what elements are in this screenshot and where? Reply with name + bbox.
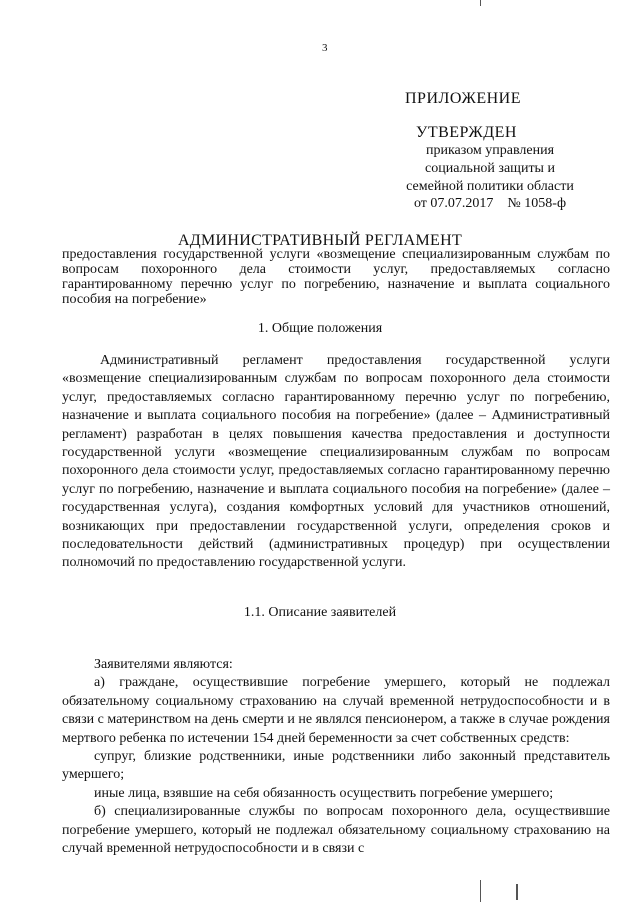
order-line-2: социальной защиты и	[425, 161, 555, 176]
document-title: АДМИНИСТРАТИВНЫЙ РЕГЛАМЕНТ	[177, 232, 463, 249]
scan-mark	[480, 880, 481, 902]
applicants-item-b: б) специализированные службы по вопросам похоронного дела, осуществившие погребение умершего, который не подлежал обязательному социальному страхованию на случай временной нетрудоспособности и в связи с	[62, 804, 610, 857]
applicants-intro: Заявителями являются:	[94, 657, 233, 672]
approved-heading: УТВЕРЖДЕН	[416, 124, 517, 141]
section-1-1-body	[62, 656, 610, 858]
order-line-4: от 07.07.2017 № 1058-ф	[413, 196, 567, 211]
applicants-item-a: а) граждане, осуществившие погребение умершего, который не подлежал обязательному социальному страхованию на случай временной нетрудоспособности и в связи с материнством на день смерти и не являлся пенсионером, а также в случае рождения мертвого ребенка по истечении 154 дней беременности за счет собственных средств:	[62, 675, 610, 746]
applicants-other-persons: иные лица, взявшие на себя обязанность осуществить погребение умершего;	[94, 785, 554, 801]
section-1-heading: 1. Общие положения	[257, 321, 383, 336]
section-1-text: Административный регламент предоставления государственной услуги «возмещение специализированным службам по вопросам похоронного дела стоимости услуг, предоставляемых согласно гарантированному перечню услуг по погребению, назначение и выплата социального пособия на погребение» (далее – Административный регламент) разработан в целях повышения качества предоставления и доступности государственной услуги «возмещение специализированным службам по вопросам похоронного дела стоимости услуг, предоставляемых согласно гарантированному перечню услуг по погребению, назначение и выплата социального пособия на погребение» (далее – государственная услуга), создания комфортных условий для участников отношений, возникающих при предоставлении государственной услуги, определения сроков и последовательности действий (административных процедур) при осуществлении полномочий по предоставлению государственной услуги.	[62, 353, 610, 571]
appendix-heading: ПРИЛОЖЕНИЕ	[405, 90, 522, 107]
scan-mark	[480, 0, 481, 6]
applicants-relatives: супруг, близкие родственники, иные родственники либо законный представитель умершего;	[62, 749, 610, 783]
document-subtitle: предоставления государственной услуги «возмещение специализированным службам по вопросам похоронного дела стоимости услуг, предоставляемых согласно гарантированному перечню услуг по погребению, назначение и выплата социального пособия на погребение»	[62, 247, 610, 307]
scan-mark	[516, 884, 518, 900]
order-line-3: семейной политики области	[406, 179, 574, 194]
section-1-1-heading: 1.1. Описание заявителей	[243, 605, 397, 620]
section-1-paragraph	[62, 352, 610, 573]
page-number: 3	[322, 42, 328, 54]
order-line-1: приказом управления	[425, 143, 555, 158]
